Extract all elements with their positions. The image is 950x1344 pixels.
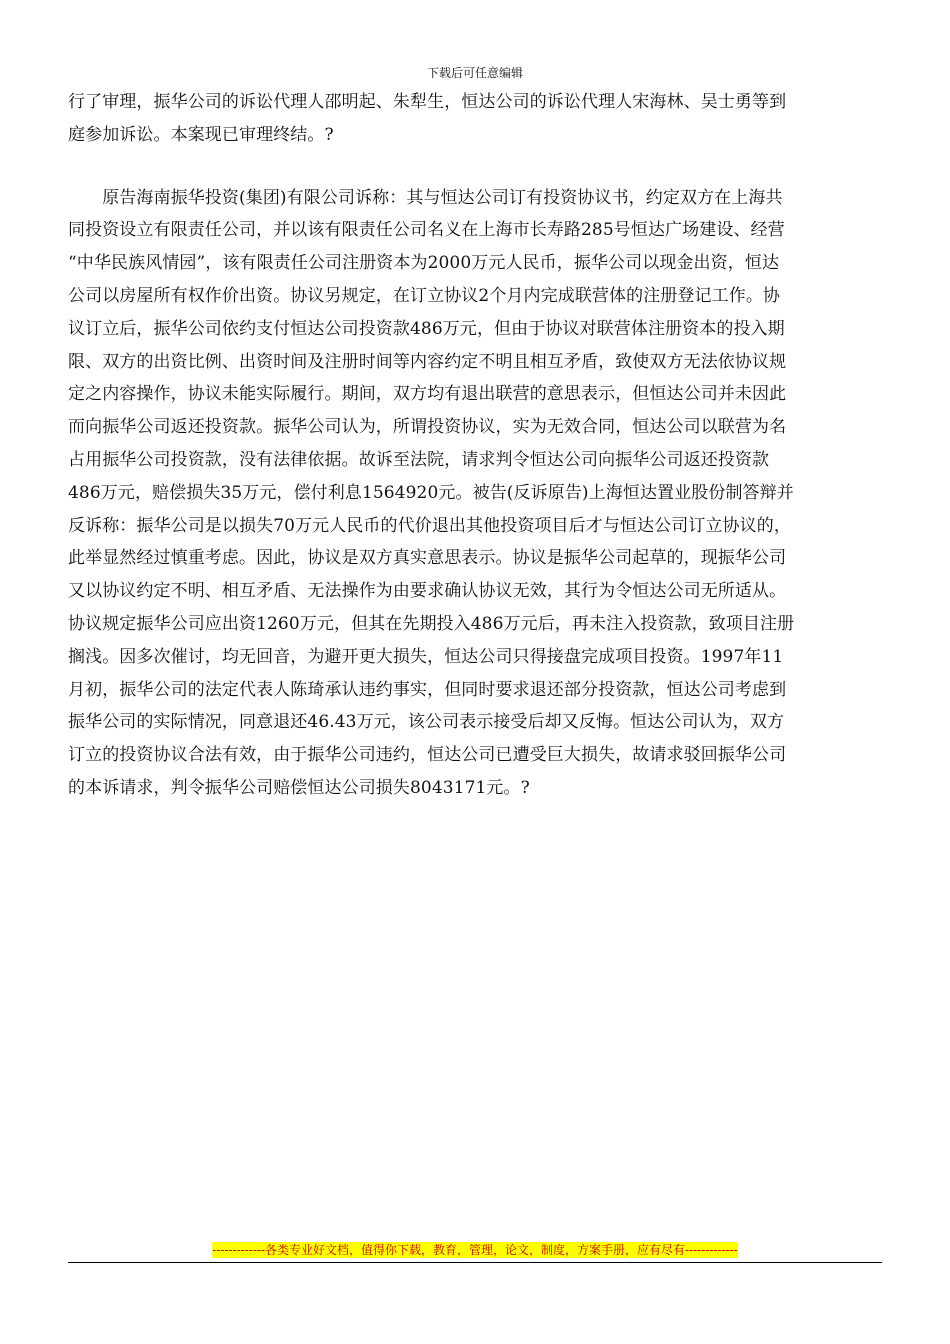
text-line: 占用振华公司投资款，没有法律依据。故诉至法院，请求判令恒达公司向振华公司返还投资款 <box>68 449 770 470</box>
text-line: 此举显然经过慎重考虑。因此，协议是双方真实意思表示。协议是振华公司起草的，现振华公司 <box>68 548 787 569</box>
paragraph-gap <box>68 152 882 182</box>
document-body <box>68 86 882 805</box>
text-line: 又以协议约定不明、相互矛盾、无法操作为由要求确认协议无效，其行为令恒达公司无所适从。 <box>68 581 787 602</box>
text-line: 的本诉请求，判令振华公司赔偿恒达公司损失8043171元。? <box>68 777 530 798</box>
text-line: 公司以房屋所有权作价出资。协议另规定，在订立协议2个月内完成联营体的注册登记工作。协 <box>68 285 781 306</box>
footer-divider <box>68 1262 882 1263</box>
text-line: 订立的投资协议合法有效，由于振华公司违约，恒达公司已遭受巨大损失，故请求驳回振华公司 <box>68 745 787 766</box>
text-line: 议订立后，振华公司依约支付恒达公司投资款486万元，但由于协议对联营体注册资本的投入期 <box>68 318 785 339</box>
text-line: 限、双方的出资比例、出资时间及注册时间等内容约定不明且相互矛盾，致使双方无法依协议规 <box>68 351 787 372</box>
footer-banner-text: -------------各类专业好文档，值得你下载，教育，管理，论文，制度，方案手册，应有尽有------------- <box>212 1243 738 1257</box>
text-line: 月初，振华公司的法定代表人陈琦承认违约事实，但同时要求退还部分投资款，恒达公司考虑到 <box>68 679 787 700</box>
text-line: 486万元，赔偿损失35万元，偿付利息1564920元。被告(反诉原告)上海恒达置业股份制答辩并 <box>68 482 794 503</box>
text-line: 搁浅。因多次催讨，均无回音，为避开更大损失，恒达公司只得接盘完成项目投资。1997年11 <box>68 646 784 667</box>
paragraph-2 <box>68 182 882 805</box>
text-line: 庭参加诉讼。本案现已审理终结。? <box>68 124 334 145</box>
text-line: 行了审理，振华公司的诉讼代理人邵明起、朱犁生，恒达公司的诉讼代理人宋海林、吴士勇等到 <box>68 92 787 112</box>
footer-banner <box>0 1243 950 1257</box>
text-line: 振华公司的实际情况，同意退还46.43万元，该公司表示接受后却又反悔。恒达公司认为，双方 <box>68 712 785 733</box>
text-line: 协议规定振华公司应出资1260万元，但其在先期投入486万元后，再未注入投资款，致项目注册 <box>68 613 795 634</box>
text-line: 反诉称：振华公司是以损失70万元人民币的代价退出其他投资项目后才与恒达公司订立协议的， <box>68 515 791 536</box>
paragraph-1 <box>68 86 882 152</box>
text-line: “中华民族风情园”，该有限责任公司注册资本为2000万元人民币，振华公司以现金出资，恒达 <box>68 253 780 274</box>
text-line: 定之内容操作，协议未能实际履行。期间，双方均有退出联营的意思表示，但恒达公司并未因此 <box>68 384 787 405</box>
page-header: 下载后可任意编辑 <box>426 66 523 80</box>
text-line: 而向振华公司返还投资款。振华公司认为，所谓投资协议，实为无效合同，恒达公司以联营为名 <box>68 417 787 438</box>
text-line: 同投资设立有限责任公司，并以该有限责任公司名义在上海市长寿路285号恒达广场建设、经营 <box>68 220 785 241</box>
text-line: 原告海南振华投资(集团)有限公司诉称：其与恒达公司订有投资协议书，约定双方在上海共 <box>68 187 783 208</box>
